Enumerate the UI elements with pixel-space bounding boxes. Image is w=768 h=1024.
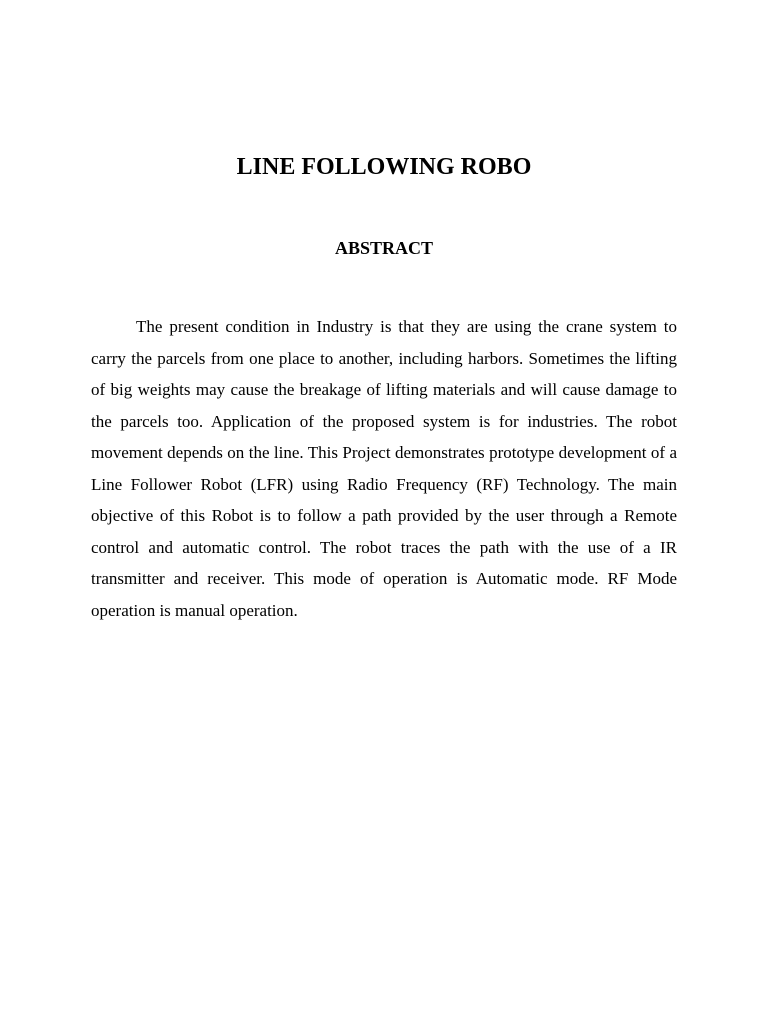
abstract-heading: ABSTRACT xyxy=(334,238,434,258)
document-title: LINE FOLLOWING ROBO xyxy=(236,154,532,180)
abstract-paragraph: The present condition in Industry is that they are using the crane system to carry the parcels from one place to another, including harbors. Sometimes the lifting of big weights may cause the breakage of lifting materials and will cause damage to the parcels too. Application of the proposed system is for industries. The robot movement depends on the line. This Project demonstrates prototype development of a Line Follower Robot (LFR) using Radio Frequency (RF) Technology. The main objective of this Robot is to follow a path provided by the user through a Remote control and automatic control. The robot traces the path with the use of a IR transmitter and receiver. This mode of operation is Automatic mode. RF Mode operation is manual operation. xyxy=(91,317,677,620)
